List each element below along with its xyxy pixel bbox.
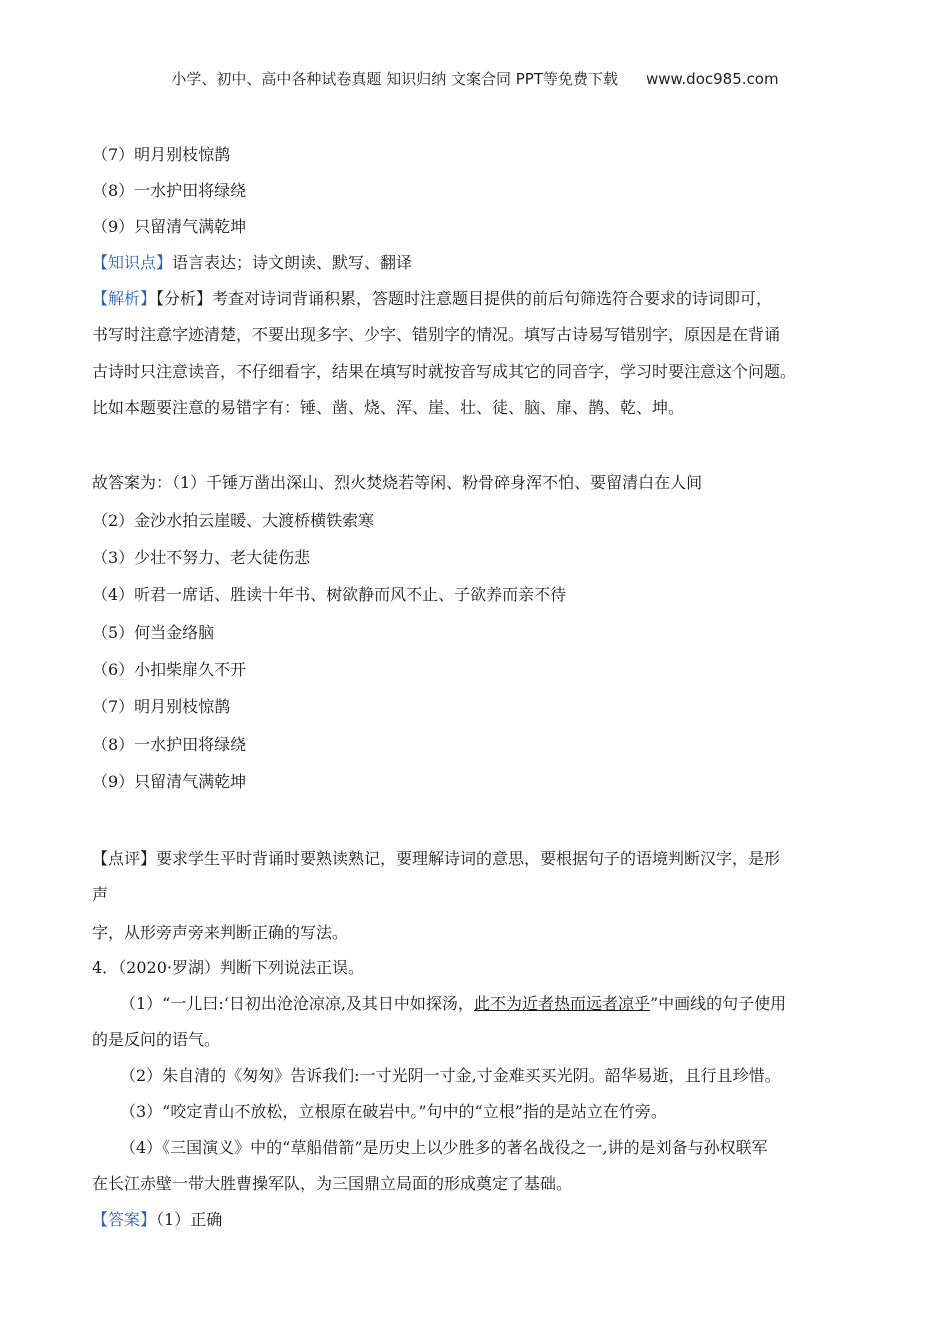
- analysis-tag: 【解析】: [92, 289, 157, 308]
- line-top-7: （7）明月别枝惊鹊: [92, 145, 231, 164]
- page-header: [0, 68, 950, 89]
- answer-line-8: （8）一水护田将绿绕: [92, 735, 247, 754]
- answer-line-4: （4）听君一席话、胜读十年书、树欲静而风不止、子欲养而亲不待: [92, 585, 567, 604]
- header-text: 小学、初中、高中各种试卷真题 知识归纳 文案合同 PPT等免费下载: [171, 70, 618, 88]
- line-top-9: （9）只留清气满乾坤: [92, 217, 247, 236]
- answer-line-6: （6）小扣柴扉久不开: [92, 660, 247, 679]
- analysis-line-4: 比如本题要注意的易错字有：锤、凿、烧、浑、崖、壮、徒、脑、扉、鹊、乾、坤。: [92, 398, 685, 417]
- line-top-8: （8）一水护田将绿绕: [92, 181, 247, 200]
- comment-line-1: 【点评】要求学生平时背诵时要熟读熟记，要理解诗词的意思，要根据句子的语境判断汉字，是形: [92, 849, 781, 868]
- q4-statement-1-cont: 的是反问的语气。: [92, 1030, 221, 1049]
- answer-line-1: 故答案为：（1）千锤万凿出深山、烈火焚烧若等闲、粉骨碎身浑不怕、要留清白在人间: [92, 473, 703, 492]
- comment-line-2: 声: [92, 885, 109, 904]
- q4-statement-4: （4）《三国演义》中的“草船借箭”是历史上以少胜多的著名战役之一,讲的是刘备与孙权联军: [120, 1138, 768, 1157]
- answer-line-9: （9）只留清气满乾坤: [92, 772, 247, 791]
- question-4-title: 4．（2020·罗湖）判断下列说法正误。: [92, 958, 364, 977]
- analysis-text-1: 【分析】考查对诗词背诵积累，答题时注意题目提供的前后句筛选符合要求的诗词即可，: [156, 289, 773, 308]
- answer-tag: 【答案】: [92, 1210, 157, 1229]
- answer-line-3: （3）少壮不努力、老大徒伤悲: [92, 548, 311, 567]
- analysis-line-2: 书写时注意字迹清楚，不要出现多字、少字、错别字的情况。填写古诗易写错别字，原因是在背诵: [92, 325, 781, 344]
- answer-line-7: （7）明月别枝惊鹊: [92, 697, 231, 716]
- knowledge-text: 语言表达；诗文朗读、默写、翻译: [172, 253, 413, 272]
- header-site: www.doc985.com: [645, 70, 779, 88]
- knowledge-tag: 【知识点】: [92, 253, 173, 272]
- q4-s1-part-a: （1）“一儿曰:‘日初出沧沧凉凉,及其日中如探汤，: [120, 994, 474, 1013]
- comment-line-3: 字，从形旁声旁来判断正确的写法。: [92, 923, 349, 942]
- answer-section: [92, 1210, 872, 1230]
- answer-line-2: （2）金沙水拍云崖暖、大渡桥横铁索寒: [92, 511, 375, 530]
- q4-statement-3: （3）“咬定青山不放松，立根原在破岩中。”句中的“立根”指的是站立在竹旁。: [120, 1102, 667, 1121]
- answer-line-5: （5）何当金络脑: [92, 623, 215, 642]
- knowledge-point: [92, 253, 872, 273]
- analysis-line-1: [92, 289, 872, 309]
- q4-statement-4-cont: 在长江赤壁一带大胜曹操军队，为三国鼎立局面的形成奠定了基础。: [92, 1174, 573, 1193]
- q4-s1-part-b: ”中画线的句子使用: [649, 994, 787, 1013]
- q4-statement-1: [120, 994, 900, 1014]
- answer-text: （1）正确: [156, 1210, 223, 1229]
- analysis-line-3: 古诗时只注意读音，不仔细看字，结果在填写时就按音写成其它的同音字，学习时要注意这个问题。: [92, 362, 797, 381]
- q4-s1-underlined: 此不为近者热而远者凉乎: [473, 994, 650, 1013]
- q4-statement-2: （2）朱自清的《匆匆》告诉我们:一寸光阴一寸金,寸金难买买光阴。韶华易逝，且行且珍惜。: [120, 1066, 781, 1085]
